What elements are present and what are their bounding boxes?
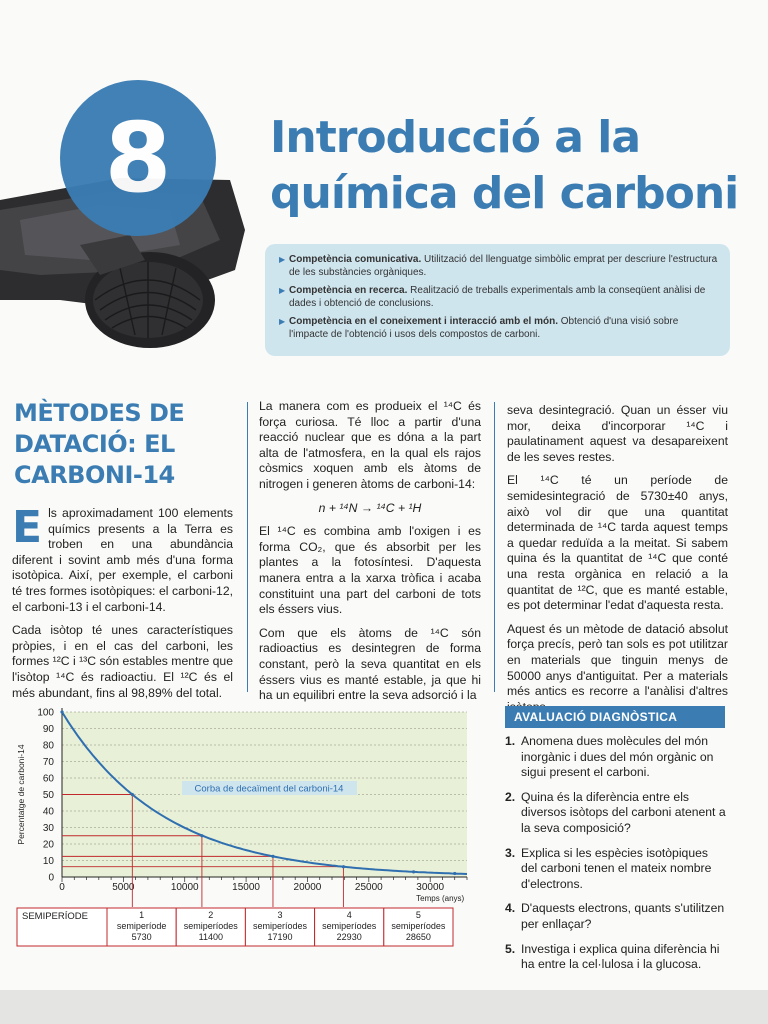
paragraph: El ¹⁴C té un període de semidesintegració de 5730±40 anys, això vol dir que una quantitat determinada de ¹⁴C tarda aquest temps a quedar reduïda a la meitat. Si sabem quina és la quantitat de ¹⁴C que conté una resta orgànica en relació a la quantitat de ¹²C, que es manté estable, es pot determinar l'edat d'aquesta resta. bbox=[507, 473, 728, 613]
x-axis-label: Temps (anys) bbox=[416, 894, 465, 903]
competence-text: Utilització del llenguatge simbòlic emprat per descriure l'estructura de les substàncies orgàniques. bbox=[289, 254, 718, 278]
y-tick-label: 20 bbox=[42, 839, 54, 851]
item-number: 4. bbox=[505, 901, 516, 916]
y-tick-label: 90 bbox=[42, 724, 54, 735]
item-number: 1. bbox=[505, 734, 516, 748]
chapter-title bbox=[270, 110, 750, 222]
paragraph: Com que els àtoms de ¹⁴C són radioactius es desintegren de forma constant, però la seva quantitat en els éssers vius es manté estable, ja que hi ha un equilibri entre la seva adsorció i la bbox=[259, 625, 481, 703]
x-tick-label: 15000 bbox=[232, 882, 260, 893]
y-tick-label: 60 bbox=[42, 773, 54, 785]
competence-text: Obtenció d'una visió sobre l'impacte de l'obtenció i usos dels compostos de carboni. bbox=[289, 316, 679, 340]
nuclear-equation: n + ¹⁴N → ¹⁴C + ¹H bbox=[318, 500, 422, 515]
page-bottom-edge bbox=[0, 990, 768, 1024]
column-divider bbox=[494, 402, 495, 692]
competence-title: Competència en el coneixement i interacció amb el món. bbox=[289, 316, 558, 327]
y-tick-label: 30 bbox=[42, 823, 54, 834]
column-divider bbox=[247, 402, 248, 692]
text-column-3 bbox=[507, 403, 728, 723]
data-point bbox=[200, 834, 203, 837]
semiperiod-label: semiperíodes bbox=[252, 921, 308, 931]
evaluation-list bbox=[505, 734, 727, 982]
competences-box bbox=[265, 244, 730, 356]
competence-item bbox=[279, 316, 718, 341]
x-tick-label: 30000 bbox=[416, 882, 445, 893]
semiperiod-value: 17190 bbox=[267, 932, 293, 942]
y-tick-label: 40 bbox=[42, 806, 54, 818]
item-text: Anomena dues molècules del món inorgànic i dues del món orgànic on sigui present el carboni. bbox=[521, 734, 714, 780]
x-tick-label: 10000 bbox=[170, 882, 199, 893]
text-column-1 bbox=[12, 502, 233, 709]
section-title-line2: DATACIÓ: EL bbox=[14, 430, 175, 458]
semiperiod-number: 1 bbox=[139, 910, 145, 920]
competence-text: Realització de treballs experimentals amb la conseqüent anàlisi de dades i obtenció de conclusions. bbox=[289, 285, 706, 309]
x-tick-label: 5000 bbox=[112, 882, 135, 893]
y-tick-label: 70 bbox=[42, 757, 54, 768]
semiperiod-label: semiperíodes bbox=[322, 921, 377, 931]
evaluation-item bbox=[505, 901, 727, 932]
competence-title: Competència en recerca. bbox=[289, 285, 408, 296]
section-title-line1: MÈTODES DE bbox=[14, 399, 185, 427]
y-tick-label: 100 bbox=[37, 707, 54, 719]
item-number: 3. bbox=[505, 845, 516, 860]
evaluation-heading: AVALUACIÓ DIAGNÒSTICA bbox=[505, 706, 725, 728]
paragraph: seva desintegració. Quan un ésser viu mor, deixa d'incorporar ¹⁴C i paulatinament aquest va desapareixent de les seves restes. bbox=[507, 403, 728, 464]
table-header: SEMIPERÍODE bbox=[22, 911, 88, 922]
item-number: 2. bbox=[505, 789, 516, 804]
x-tick-label: 0 bbox=[59, 882, 65, 893]
semiperiod-value: 22930 bbox=[336, 932, 362, 942]
evaluation-item bbox=[505, 942, 727, 973]
item-text: D'aquests electrons, quants s'utilitzen per enllaçar? bbox=[521, 901, 725, 931]
semiperiod-label: semiperíodes bbox=[183, 921, 238, 931]
data-point bbox=[60, 710, 63, 713]
paragraph: La manera com es produeix el ¹⁴C és força curiosa. Té lloc a partir d'una reacció nuclear que es dóna a la part alta de l'atmosfera, en la qual els rajos còsmics xoquen amb els àtoms de nitrogen i generen àtoms de carboni-14: bbox=[259, 399, 481, 491]
section-title bbox=[14, 398, 224, 491]
paragraph: Aquest és un mètode de datació absolut força precís, però tan sols es pot utilitzar en materials que tinguin menys de 50000 anys d'antiguitat. Per a materials més antics es recorre a l'anàlisi d'altres bbox=[507, 621, 728, 699]
item-text: Investiga i explica quina diferència hi ha entre la cel·lulosa i la glucosa. bbox=[521, 941, 720, 972]
competence-title: Competència comunicativa. bbox=[289, 254, 422, 265]
curve-label: Corba de decaïment del carboni-14 bbox=[194, 783, 344, 795]
semiperiod-label: semiperíodes bbox=[391, 921, 446, 931]
item-text: Quina és la diferència entre els diversos isòtops del carboni atenent a la seva composició? bbox=[521, 789, 726, 835]
y-tick-label: 80 bbox=[42, 740, 54, 752]
item-text: Explica si les espècies isotòpiques del carboni tenen el mateix nombre d'electrons. bbox=[521, 845, 712, 891]
data-point bbox=[131, 793, 134, 796]
y-tick-label: 0 bbox=[48, 872, 54, 884]
drop-cap: E bbox=[12, 502, 43, 553]
semiperiod-value: 28650 bbox=[405, 932, 431, 942]
semiperiod-number: 4 bbox=[346, 910, 352, 920]
triangle-bullet-icon: ▶ bbox=[279, 317, 286, 326]
data-point bbox=[412, 870, 415, 873]
data-point bbox=[453, 872, 456, 875]
x-tick-label: 20000 bbox=[293, 882, 322, 893]
semiperiod-number: 3 bbox=[277, 910, 283, 920]
chapter-number: 8 bbox=[60, 80, 216, 236]
evaluation-item bbox=[505, 790, 727, 837]
competence-item bbox=[279, 285, 718, 310]
triangle-bullet-icon: ▶ bbox=[279, 286, 286, 295]
data-point bbox=[271, 855, 274, 858]
carbon14-decay-chart bbox=[12, 700, 482, 955]
y-axis-label: Percentatge de carboni-14 bbox=[16, 744, 26, 845]
semiperiod-value: 5730 bbox=[131, 932, 152, 942]
chapter-title-line2: química del carboni bbox=[270, 168, 739, 219]
chapter-title-line1: Introducció a la bbox=[270, 112, 641, 163]
data-point bbox=[342, 865, 345, 868]
y-tick-label: 50 bbox=[42, 790, 54, 801]
paragraph: El ¹⁴C es combina amb l'oxigen i es forma CO₂, que és absorbit per les plantes a la fotosíntesi. D'aquesta manera entra a la xarxa tròfica i acaba constituint una part del carboni de tots els éssers vius. bbox=[259, 524, 481, 617]
semiperiod-value: 11400 bbox=[198, 932, 223, 942]
item-number: 5. bbox=[505, 941, 516, 956]
triangle-bullet-icon: ▶ bbox=[279, 255, 286, 264]
paragraph: Cada isòtop té unes característiques pròpies, i en el cas del carboni, les formes ¹²C i ¹³C són estables mentre que l'isòtop ¹⁴C és radioactiu. El ¹²C és el més abundant, fins al 98,89% del total. bbox=[12, 623, 233, 700]
evaluation-item bbox=[505, 734, 727, 781]
semiperiod-number: 5 bbox=[415, 910, 421, 920]
evaluation-item bbox=[505, 846, 727, 893]
section-title-line3: CARBONI-14 bbox=[14, 461, 175, 489]
semiperiod-number: 2 bbox=[208, 910, 214, 920]
paragraph-text: ls aproximadament 100 elements químics presents a la Terra es troben en una abundància diferent i sovint amb més d'una forma isotòpica. Així, per exemple, el carboni té tres formes isotòpiques: el carboni-12, el carboni-13 i el carboni-14. bbox=[12, 506, 233, 614]
semiperiod-label: semiperíode bbox=[116, 921, 167, 931]
competence-item bbox=[279, 254, 718, 279]
paragraph bbox=[12, 502, 233, 615]
y-tick-label: 10 bbox=[42, 856, 54, 867]
text-column-2 bbox=[259, 399, 481, 712]
x-tick-label: 25000 bbox=[354, 882, 383, 893]
